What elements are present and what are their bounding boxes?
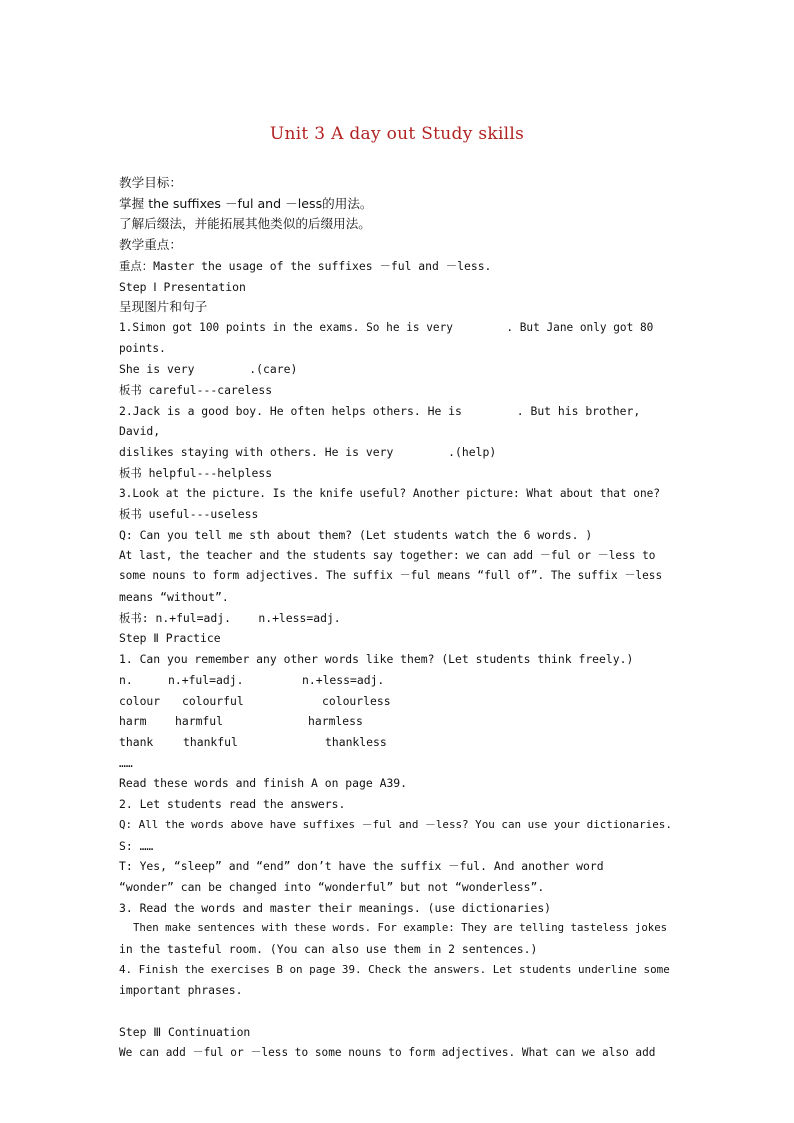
table-cell: harmless <box>308 714 363 729</box>
key-point-line: 重点：Master the usage of the suffixes －ful and －less. <box>119 258 492 273</box>
blackboard-line: 板书 careful---careless <box>119 383 273 398</box>
document-body <box>119 173 675 1063</box>
header-cell: n. <box>119 672 133 687</box>
spacer <box>119 1001 675 1022</box>
table-cell: colour <box>119 693 161 708</box>
paragraph-line: means “without”. <box>119 590 229 605</box>
exercise-line: dislikes staying with others. He is very .(help) <box>119 445 497 460</box>
section-heading-key-points: 教学重点： <box>119 237 182 253</box>
exercise-line: She is very .(care) <box>119 362 298 377</box>
blackboard-line: 板书 useful---useless <box>119 507 259 522</box>
word-table-header <box>119 670 675 691</box>
page-title: Unit 3 A day out Study skills <box>269 124 525 144</box>
table-row <box>119 711 675 732</box>
header-cell: n.+ful=adj. <box>168 672 244 687</box>
paragraph-line: 2. Let students read the answers. <box>119 797 346 812</box>
blackboard-line: 板书: n.+ful=adj. n.+less=adj. <box>119 610 341 625</box>
exercise-line: 2.Jack is a good boy. He often helps others. He is . But his brother, David, <box>119 403 648 439</box>
table-cell: harmful <box>175 714 224 729</box>
section-heading-objectives: 教学目标： <box>119 175 182 190</box>
paragraph-line: 呈现图片和句子 <box>119 299 208 315</box>
table-cell: thankless <box>325 734 387 749</box>
objective-line: 掌握 the suffixes －ful and －less的用法。 <box>119 195 373 211</box>
table-cell: thankful <box>183 734 238 749</box>
table-cell: colourless <box>322 693 391 708</box>
step-1-heading: Step Ⅰ Presentation <box>119 279 246 294</box>
step-3-heading: Step Ⅲ Continuation <box>119 1024 251 1039</box>
step-2-heading: Step Ⅱ Practice <box>119 631 221 646</box>
objective-line: 了解后缀法，并能拓展其他类似的后缀用法。 <box>119 216 371 232</box>
paragraph-line: 3. Read the words and master their meanings. (use dictionaries) <box>119 900 552 915</box>
paragraph-line: At last, the teacher and the students say together: we can add －ful or －less to <box>119 548 656 562</box>
ellipsis-line: …… <box>119 755 133 770</box>
word-table <box>119 670 675 753</box>
paragraph-line: Read these words and finish A on page A39. <box>119 776 408 791</box>
answer-line: S: …… <box>119 838 154 853</box>
paragraph-line: in the tasteful room. (You can also use them in 2 sentences.) <box>119 942 538 957</box>
exercise-line: 3.Look at the picture. Is the knife useful? Another picture: What about that one? <box>119 486 660 500</box>
table-cell: colourful <box>182 693 244 708</box>
question-line: Q: Can you tell me sth about them? (Let students watch the 6 words. ) <box>119 527 593 542</box>
table-row <box>119 691 675 712</box>
header-cell: n.+less=adj. <box>302 672 385 687</box>
exercise-line: 1.Simon got 100 points in the exams. So he is very . But Jane only got 80 points. <box>119 320 661 355</box>
table-cell: thank <box>119 734 154 749</box>
paragraph-line: 4. Finish the exercises B on page 39. Check the answers. Let students underline some <box>119 962 670 976</box>
paragraph-line: “wonder” can be changed into “wonderful” but not “wonderless”. <box>119 879 545 894</box>
table-cell: harm <box>119 714 147 729</box>
table-row <box>119 732 675 753</box>
paragraph-line: T: Yes, “sleep” and “end” don’t have the suffix －ful. And another word <box>119 859 604 874</box>
paragraph-line: some nouns to form adjectives. The suffix －ful means “full of”. The suffix －less <box>119 569 663 583</box>
paragraph-line: We can add －ful or －less to some nouns to form adjectives. What can we also add <box>119 1045 656 1059</box>
blackboard-line: 板书 helpful---helpless <box>119 465 273 480</box>
paragraph-line: Then make sentences with these words. For example: They are telling tasteless jokes <box>133 921 668 935</box>
exercise-line: 1. Can you remember any other words like them? (Let students think freely.) <box>119 652 634 667</box>
question-line: Q: All the words above have suffixes －ful and －less? You can use your dictionaries. <box>119 817 672 831</box>
paragraph-line: important phrases. <box>119 983 243 998</box>
